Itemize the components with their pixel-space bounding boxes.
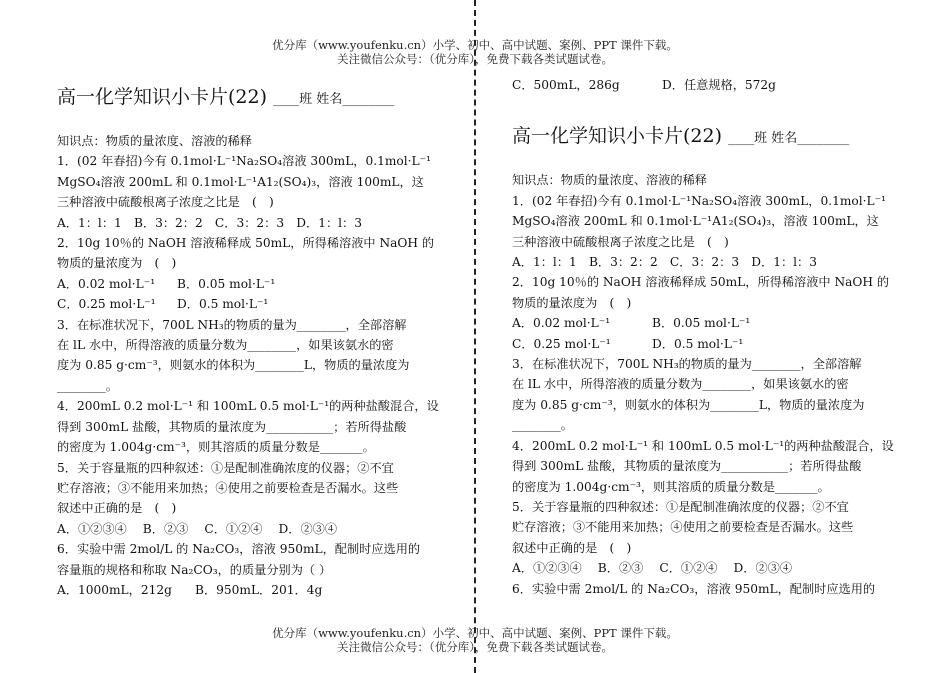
q2-option-b: B．0.05 mol·L⁻¹ [652,316,751,331]
q2-option-a: A．0.02 mol·L⁻¹ [57,276,156,291]
header-line-2: 关注微信公众号：（优分库），免费下载各类试题试卷。 [337,52,613,66]
q2-option-b: B．0.05 mol·L⁻¹ [177,276,276,291]
page-footer [0,626,950,654]
q4-line-1: 4．200mL 0.2 mol·L⁻¹ 和 100mL 0.5 mol·L⁻¹的两种盐酸混合，设 [57,399,439,414]
topic: 知识点：物质的量浓度、溶液的稀释 [512,173,707,188]
q2-line-2: 物质的量浓度为 ( ) [512,295,632,310]
q3-line-1: 3．在标准状况下，700L NH₃的物质的量为________，全部溶解 [57,317,407,332]
q1-line-1: 1．(02 年春招)今有 0.1mol·L⁻¹Na₂SO₄溶液 300mL，0.1mol·L⁻¹ [512,193,886,208]
right-card [512,75,912,599]
q2-option-d: D．0.5 mol·L⁻¹ [177,297,269,312]
left-card [57,84,457,600]
q2-options-ab [57,274,457,294]
class-name-field: ____班 姓名________ [728,131,850,147]
card-title: 高一化学知识小卡片(22) [57,86,268,108]
q2-line-2: 物质的量浓度为 ( ) [57,256,177,271]
q5-line-3: 叙述中正确的是 ( ) [512,540,632,555]
q2-option-c: C．0.25 mol·L⁻¹ [57,297,156,312]
q4-line-2: 得到 300mL 盐酸，其物质的量浓度为___________；若所得盐酸 [57,419,407,434]
topic: 知识点：物质的量浓度、溶液的稀释 [57,134,252,148]
q1-line-3: 三种溶液中硫酸根离子浓度之比是 ( ) [57,195,274,210]
q4-line-1: 4．200mL 0.2 mol·L⁻¹ 和 100mL 0.5 mol·L⁻¹的两种盐酸混合，设 [512,438,894,453]
footer-line-2: 关注微信公众号：（优分库），免费下载各类试题试卷。 [337,640,613,654]
card-title-line [57,84,457,113]
q5-line-2: 贮存溶液；③不能用来加热；④使用之前要检查是否漏水。这些 [512,520,854,535]
q2-option-c: C．0.25 mol·L⁻¹ [512,336,611,351]
q5-line-1: 5．关于容量瓶的四种叙述：①是配制准确浓度的仪器；②不宜 [512,499,849,514]
q6-line-2: 容量瓶的规格和称取 Na₂CO₃，的质量分别为（ ） [57,562,332,577]
footer-line-1: 优分库（www.youfenku.cn）小学、初中、高中试题、案例、PPT 课件下载。 [272,626,678,640]
q6-line-1: 6．实验中需 2mol/L 的 Na₂CO₃，溶液 950mL，配制时应选用的 [57,542,421,557]
q3-line-2: 在 lL 水中，所得溶液的质量分数为________，如果该氨水的密 [57,338,394,353]
q1-options: A．1：l：1 B．3：2：2 C．3：2：3 D．1：l：3 [57,215,363,230]
q1-line-2: MgSO₄溶液 200mL 和 0.1mol·L⁻¹A1₂(SO₄)₃，溶液 100mL，这 [512,214,879,229]
q1-options: A．1：l：1 B．3：2：2 C．3：2：3 D．1：l：3 [512,255,818,270]
q6-option-a: A．1000mL，212g [57,582,172,597]
q5-line-1: 5．关于容量瓶的四种叙述：①是配制准确浓度的仪器；②不宜 [57,460,394,475]
q1-line-1: 1．(02 年春招)今有 0.1mol·L⁻¹Na₂SO₄溶液 300mL，0.1mol·L⁻¹ [57,154,431,169]
q2-option-a: A．0.02 mol·L⁻¹ [512,316,611,331]
q4-line-3: 的密度为 1.004g·cm⁻³，则其溶质的质量分数是_______。 [57,440,375,455]
q5-options: A．①②③④ B．②③ C．①②④ D．②③④ [512,561,793,576]
q3-line-3: 度为 0.85 g·cm⁻³，则氨水的体积为________L，物质的量浓度为 [57,358,410,373]
page-divider [474,0,476,673]
q6-options-cd [512,75,912,95]
q6-line-1: 6．实验中需 2mol/L 的 Na₂CO₃，溶液 950mL，配制时应选用的 [512,581,876,596]
q4-line-2: 得到 300mL 盐酸，其物质的量浓度为___________；若所得盐酸 [512,459,862,474]
q3-line-4: ________。 [57,378,118,393]
q6-options-ab [57,580,457,600]
q6-option-b: B．950mL．201．4g [195,582,323,597]
q5-line-3: 叙述中正确的是 ( ) [57,501,177,516]
q2-line-1: 2．10g 10％的 NaOH 溶液稀释成 50mL，所得稀溶液中 NaOH 的 [512,275,890,290]
q4-line-3: 的密度为 1.004g·cm⁻³，则其溶质的质量分数是_______。 [512,479,830,494]
q6-option-c: C．500mL，286g [512,78,620,92]
q1-line-3: 三种溶液中硫酸根离子浓度之比是 ( ) [512,234,729,249]
q3-line-1: 3．在标准状况下，700L NH₃的物质的量为________，全部溶解 [512,357,862,372]
q3-line-3: 度为 0.85 g·cm⁻³，则氨水的体积为________L，物质的量浓度为 [512,397,865,412]
q2-options-ab [512,313,912,333]
class-name-field: ____班 姓名________ [273,92,395,107]
q6-option-d: D．任意规格，572g [662,78,776,92]
card-title: 高一化学知识小卡片(22) [512,125,723,148]
q5-options: A．①②③④ B．②③ C．①②④ D．②③④ [57,521,338,536]
q3-line-2: 在 lL 水中，所得溶液的质量分数为________，如果该氨水的密 [512,377,849,392]
card-title-line [512,123,912,152]
q2-option-d: D．0.5 mol·L⁻¹ [652,336,744,351]
q3-line-4: ________。 [512,418,573,433]
header-line-1: 优分库（www.youfenku.cn）小学、初中、高中试题、案例、PPT 课件下载。 [272,38,678,52]
q1-line-2: MgSO₄溶液 200mL 和 0.1mol·L⁻¹A1₂(SO₄)₃，溶液 100mL，这 [57,174,424,189]
q5-line-2: 贮存溶液；③不能用来加热；④使用之前要检查是否漏水。这些 [57,480,399,495]
q2-options-cd [57,294,457,314]
q2-line-1: 2．10g 10％的 NaOH 溶液稀释成 50mL，所得稀溶液中 NaOH 的 [57,236,435,251]
q2-options-cd [512,334,912,354]
